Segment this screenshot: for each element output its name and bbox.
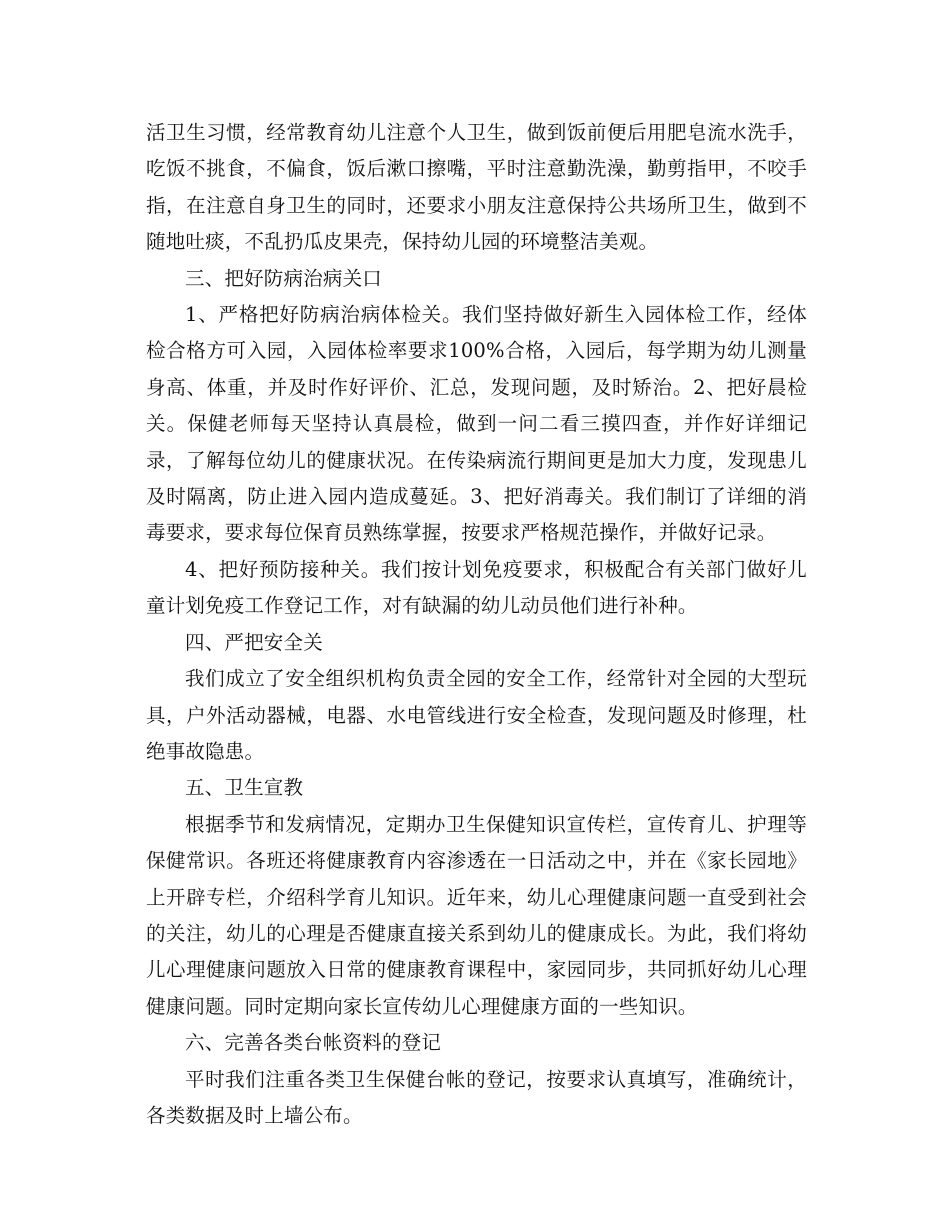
section-heading-safety: 四、严把安全关 [185, 630, 323, 654]
section-heading-hygiene-education: 五、卫生宣教 [185, 776, 304, 800]
section-heading-disease-prevention: 三、把好防病治病关口 [185, 266, 383, 290]
section-heading-records: 六、完善各类台帐资料的登记 [185, 1031, 442, 1055]
paragraph-records: 平时我们注重各类卫生保健台帐的登记，按要求认真填写，准确统计，各类数据及时上墙公布。 [146, 1067, 807, 1127]
paragraph-hygiene-habits-continuation: 活卫生习惯，经常教育幼儿注意个人卫生，做到饭前便后用肥皂流水洗手，吃饭不挑食，不偏食，饭后漱口擦嘴，平时注意勤洗澡，勤剪指甲，不咬手指，在注意自身卫生的同时，还要求小朋友注意保持公共场所卫生，做到不随地吐痰，不乱扔瓜皮果壳，保持幼儿园的环境整洁美观。 [146, 121, 807, 254]
paragraph-safety: 我们成立了安全组织机构负责全园的安全工作，经常针对全园的大型玩具，户外活动器械，电器、水电管线进行安全检查，发现问题及时修理，杜绝事故隐患。 [146, 667, 807, 763]
paragraph-hygiene-education: 根据季节和发病情况，定期办卫生保健知识宣传栏，宣传育儿、护理等保健常识。各班还将健康教育内容渗透在一日活动之中，并在《家长园地》上开辟专栏，介绍科学育儿知识。近年来，幼儿心理健康问题一直受到社会的关注，幼儿的心理是否健康直接关系到幼儿的健康成长。为此，我们将幼儿心理健康问题放入日常的健康教育课程中，家园同步，共同抓好幼儿心理健康问题。同时定期向家长宣传幼儿心理健康方面的一些知识。 [146, 812, 807, 1018]
paragraph-vaccination: 4、把好预防接种关。我们按计划免疫要求，积极配合有关部门做好儿童计划免疫工作登记工作，对有缺漏的幼儿动员他们进行补种。 [146, 557, 807, 618]
paragraph-health-checks: 1、严格把好防病治病体检关。我们坚持做好新生入园体检工作，经体检合格方可入园，入园体检率要求100%合格，入园后，每学期为幼儿测量身高、体重，并及时作好评价、汇总，发现问题，及时矫治。2、把好晨检关。保健老师每天坚持认真晨检，做到一问二看三摸四查，并作好详细记录，了解每位幼儿的健康状况。在传染病流行期间更是加大力度，发现患儿及时隔离，防止进入园内造成蔓延。3、把好消毒关。我们制订了详细的消毒要求，要求每位保育员熟练掌握，按要求严格规范操作，并做好记录。 [146, 303, 807, 545]
